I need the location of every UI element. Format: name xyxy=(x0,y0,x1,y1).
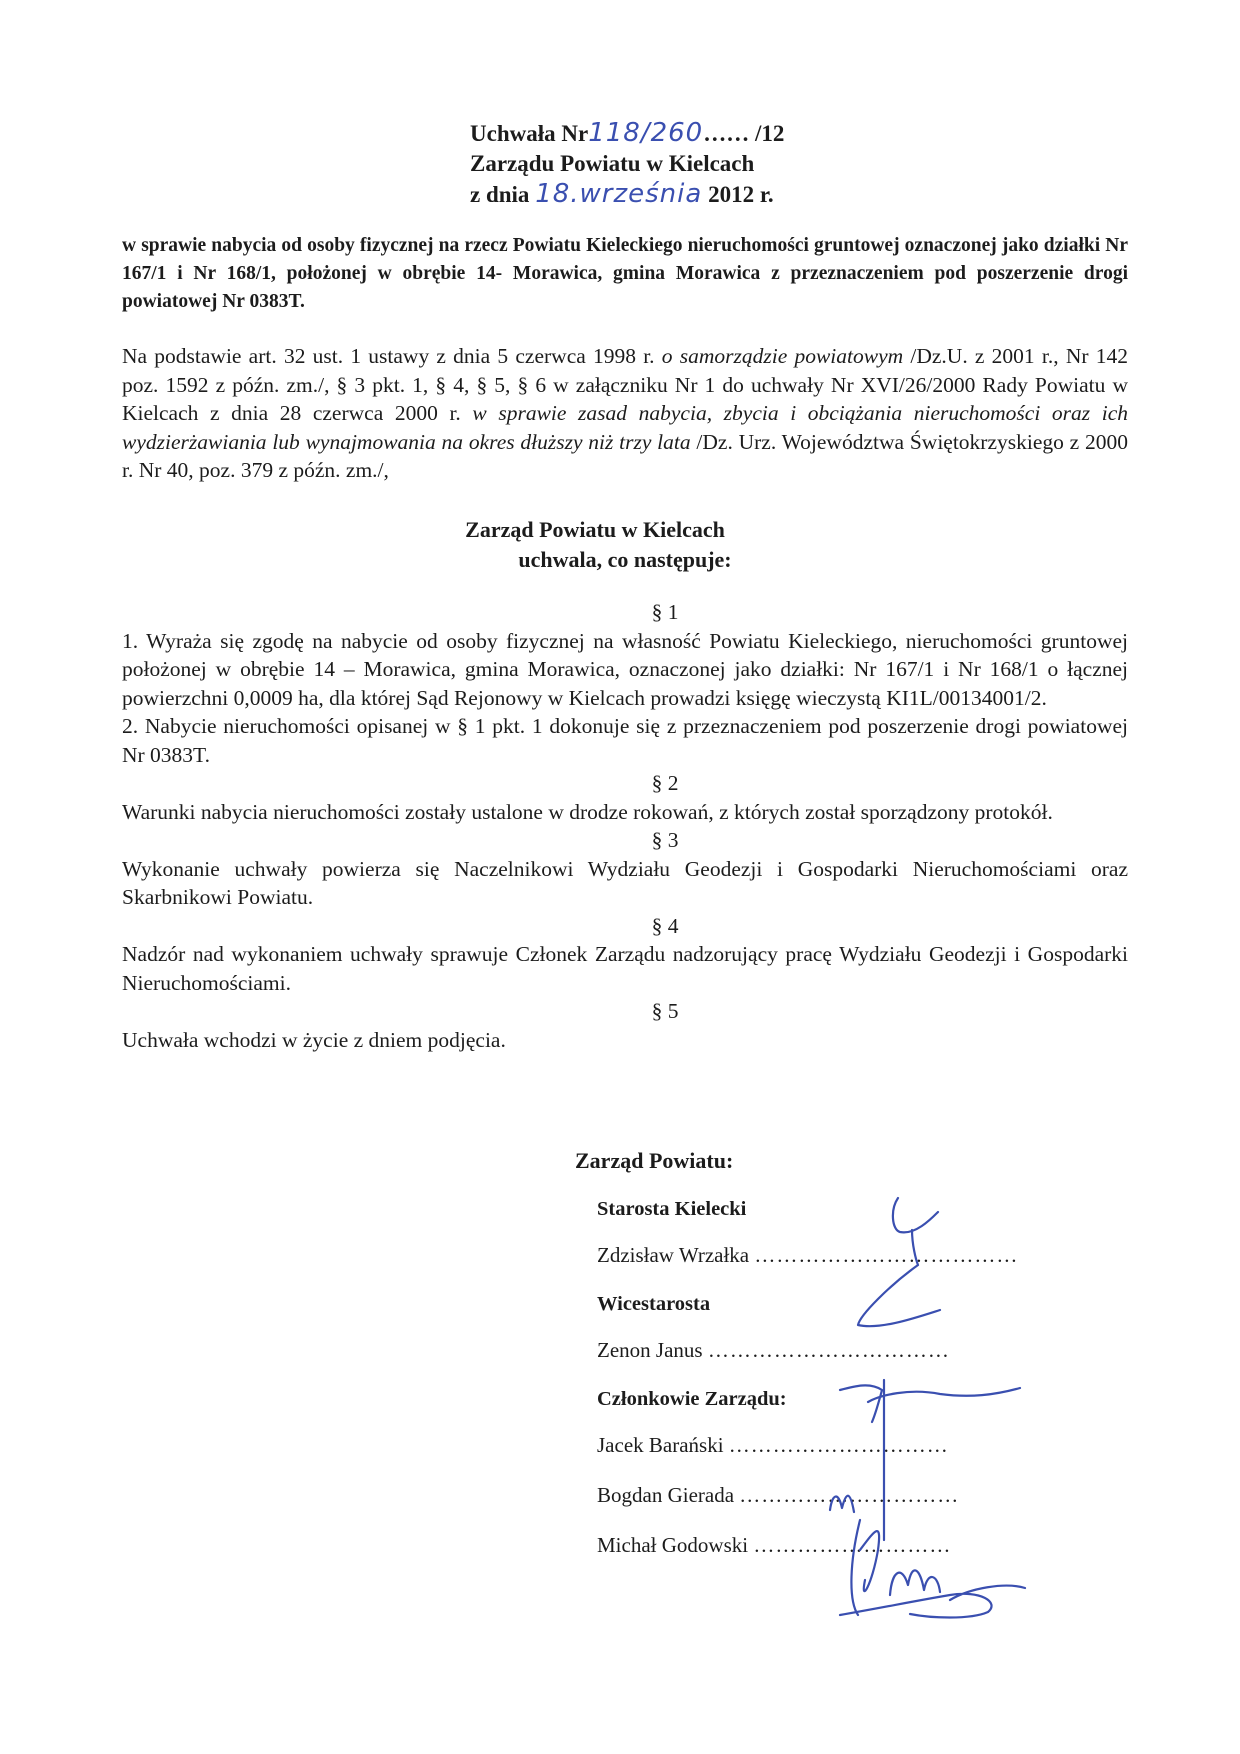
signer-name: Zenon Janus xyxy=(597,1338,703,1362)
signer-name: Michał Godowski xyxy=(597,1533,749,1557)
signer-name: Jacek Barański xyxy=(597,1433,724,1457)
title-year-suffix: /12 xyxy=(754,121,785,146)
section-4-text: Nadzór nad wykonaniem uchwały sprawuje Członek Zarządu nadzorujący pracę Wydziału Geodezji i Gospodarki Nieruchomościami. xyxy=(122,942,1128,995)
section-2-text: Warunki nabycia nieruchomości zostały ustalone w drodze rokowań, z których został sporządzony protokół. xyxy=(122,799,1053,824)
signer-name: Zdzisław Wrzałka xyxy=(597,1243,750,1267)
basis-text-2: /Dz.U. z 2001 r., Nr 142 poz. 1592 z późn. zm./, § 3 pkt. 1, § 4, § 5, § 6 w załączniku Nr 1 do uchwały Nr XVI/26/2000 Rady Powiatu w Kielcach z dnia 28 czerwca 2000 r. xyxy=(122,344,1128,425)
resolution-title xyxy=(470,118,830,210)
role-starosta: Starosta Kielecki xyxy=(597,1198,747,1220)
basis-text-1: Na podstawie art. 32 ust. 1 ustawy z dnia 5 czerwca 1998 r. xyxy=(122,344,655,368)
legal-basis xyxy=(122,342,1128,485)
section-3-text: Wykonanie uchwały powierza się Naczelnikowi Wydziału Geodezji i Gospodarki Nieruchomościami oraz Skarbnikowi Powiatu. xyxy=(122,856,1128,909)
title-line-board: Zarządu Powiatu w Kielcach xyxy=(470,151,755,176)
resolution-body xyxy=(122,598,1128,1054)
handwritten-signatures xyxy=(820,1190,1080,1620)
date-prefix: z dnia xyxy=(470,182,530,207)
signature-line: ……………………… xyxy=(753,1533,952,1557)
signature-line: ………………………… xyxy=(728,1433,949,1457)
signature-line: …………………………… xyxy=(707,1338,950,1362)
signature-member-3 xyxy=(840,1586,1025,1618)
section-mark-5: § 5 xyxy=(651,999,679,1023)
board-heading xyxy=(122,515,1128,575)
title-prefix: Uchwała Nr xyxy=(470,121,589,146)
section-1-point-2: 2. Nabycie nieruchomości opisanej w § 1 pkt. 1 dokonuje się z przeznaczeniem pod poszerzenie drogi powiatowej Nr 0383T. xyxy=(122,714,1128,767)
section-5-text: Uchwała wchodzi w życie z dniem podjęcia. xyxy=(122,1027,506,1052)
basis-text-3: /Dz. Urz. Województwa Świętokrzyskiego z 2000 r. Nr 40, poz. 379 z późn. zm./, xyxy=(122,429,1128,482)
signature-member-1 xyxy=(830,1496,879,1615)
handwritten-number: 118/260 xyxy=(588,118,704,148)
number-dots: …… xyxy=(703,121,750,146)
section-1-point-1: 1. Wyraża się zgodę na nabycie od osoby fizycznej na własność Powiatu Kieleckiego, nieruchomości gruntowej położonej w obrębie 14 – Morawica, gmina Morawica, oznaczonej jako działki: Nr 167/1 i Nr 168/1 o łącznej powierzchni 0,0009 ha, dla której Sąd Rejonowy w Kielcach prowadzi księgę wieczystą KI1L/00134001/2. xyxy=(122,628,1128,710)
signature-starosta xyxy=(858,1198,940,1326)
board-heading-line1: Zarząd Powiatu w Kielcach xyxy=(465,517,725,542)
signature-member-2 xyxy=(890,1570,940,1595)
resolution-subject: w sprawie nabycia od osoby fizycznej na rzecz Powiatu Kieleckiego nieruchomości gruntowej oznaczonej jako działki Nr 167/1 i Nr 168/1, położonej w obrębie 14- Morawica, gmina Morawica z przeznaczeniem pod poszerzenie drogi powiatowej Nr 0383T. xyxy=(122,235,1128,312)
section-mark-3: § 3 xyxy=(651,828,679,852)
role-wicestarosta: Wicestarosta xyxy=(597,1293,711,1315)
handwritten-date: 18.września xyxy=(535,179,703,209)
title-line-date xyxy=(470,179,830,210)
section-mark-1: § 1 xyxy=(651,600,679,624)
signature-line: ……………………………… xyxy=(754,1243,1019,1267)
basis-italic-1: o samorządzie powiatowym xyxy=(661,344,904,368)
section-mark-2: § 2 xyxy=(651,771,679,795)
signer-name: Bogdan Gierada xyxy=(597,1483,735,1507)
signature-block-heading: Zarząd Powiatu: xyxy=(575,1148,734,1173)
signature-wicestarosta xyxy=(840,1380,1020,1540)
date-suffix: 2012 r. xyxy=(708,182,774,207)
role-board-members: Członkowie Zarządu: xyxy=(597,1388,787,1410)
title-line-number xyxy=(470,118,830,149)
signature-line: ………………………… xyxy=(739,1483,960,1507)
board-heading-line2: uchwala, co następuje: xyxy=(518,547,732,572)
basis-italic-2: w sprawie zasad nabycia, zbycia i obciążania nieruchomości oraz ich wydzierżawiania lub wynajmowania na okres dłuższy niż trzy lata xyxy=(122,401,1129,454)
section-mark-4: § 4 xyxy=(651,913,679,938)
